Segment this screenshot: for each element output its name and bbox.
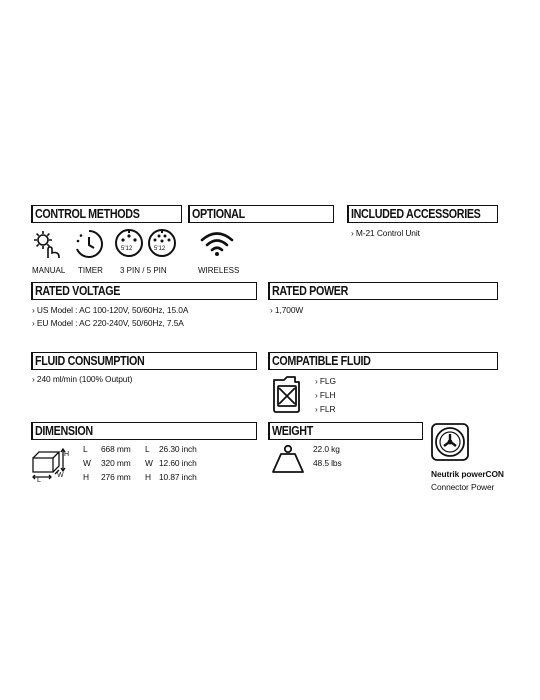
- control-methods-header: CONTROL METHODS: [31, 205, 182, 223]
- dim-l-key-inch: L: [145, 444, 150, 454]
- compatible-fluid-header: COMPATIBLE FLUID: [268, 352, 498, 370]
- axis-h-label: H: [64, 451, 70, 458]
- voltage-us: › US Model : AC 100-120V, 50/60Hz, 15.0A: [32, 305, 189, 315]
- wireless-label: WIRELESS: [198, 266, 240, 275]
- weight-header: WEIGHT: [268, 422, 423, 440]
- three-pin-label: 5'12: [121, 246, 133, 252]
- dim-l-inch: 26.30 inch: [159, 444, 197, 454]
- manual-gear-hand-icon: [31, 228, 63, 260]
- fluid-flh: › FLH: [315, 390, 336, 400]
- voltage-eu: › EU Model : AC 220-240V, 50/60Hz, 7.5A: [32, 318, 184, 328]
- dim-h-key-inch: H: [145, 472, 151, 482]
- dim-w-key-inch: W: [145, 458, 153, 468]
- dim-w-inch: 12.60 inch: [159, 458, 197, 468]
- timer-clock-icon: [73, 228, 105, 260]
- rated-power-value: › 1,700W: [270, 305, 304, 315]
- rated-voltage-header: RATED VOLTAGE: [31, 282, 257, 300]
- rated-power-header: RATED POWER: [268, 282, 498, 300]
- fluid-consumption-header: FLUID CONSUMPTION: [31, 352, 257, 370]
- dim-l-mm: 668 mm: [101, 444, 131, 454]
- weight-kg: 22.0 kg: [313, 444, 340, 454]
- fluid-consumption-value: › 240 ml/min (100% Output): [32, 374, 133, 384]
- dim-h-inch: 10.87 inch: [159, 472, 197, 482]
- timer-label: TIMER: [78, 266, 103, 275]
- pin-label: 3 PIN / 5 PIN: [120, 266, 167, 275]
- dimension-header: DIMENSION: [31, 422, 257, 440]
- included-accessories-header: INCLUDED ACCESSORIES: [347, 205, 498, 223]
- optional-header: OPTIONAL: [188, 205, 334, 223]
- connector-brand: Neutrik powerCON: [431, 469, 504, 479]
- axis-w-label: W: [57, 472, 64, 479]
- fluid-flr: › FLR: [315, 404, 336, 414]
- manual-label: MANUAL: [32, 266, 66, 275]
- fluid-canister-icon: [270, 374, 304, 414]
- five-pin-label: 5'12: [154, 246, 166, 252]
- dim-h-mm: 276 mm: [101, 472, 131, 482]
- accessory-item: › M-21 Control Unit: [351, 228, 420, 238]
- wireless-icon: [199, 230, 235, 256]
- three-pin-connector-icon: [114, 228, 144, 258]
- dim-l-key: L: [83, 444, 88, 454]
- dim-w-mm: 320 mm: [101, 458, 131, 468]
- connector-subtitle: Connector Power: [431, 482, 495, 492]
- dimension-box-icon: [29, 444, 73, 484]
- dim-h-key: H: [83, 472, 89, 482]
- weight-icon: [270, 443, 306, 475]
- powercon-connector-icon: [431, 423, 469, 461]
- fluid-flg: › FLG: [315, 376, 336, 386]
- axis-l-label: L: [37, 477, 41, 484]
- five-pin-connector-icon: [147, 228, 177, 258]
- weight-lbs: 48.5 lbs: [313, 458, 342, 468]
- dim-w-key: W: [83, 458, 91, 468]
